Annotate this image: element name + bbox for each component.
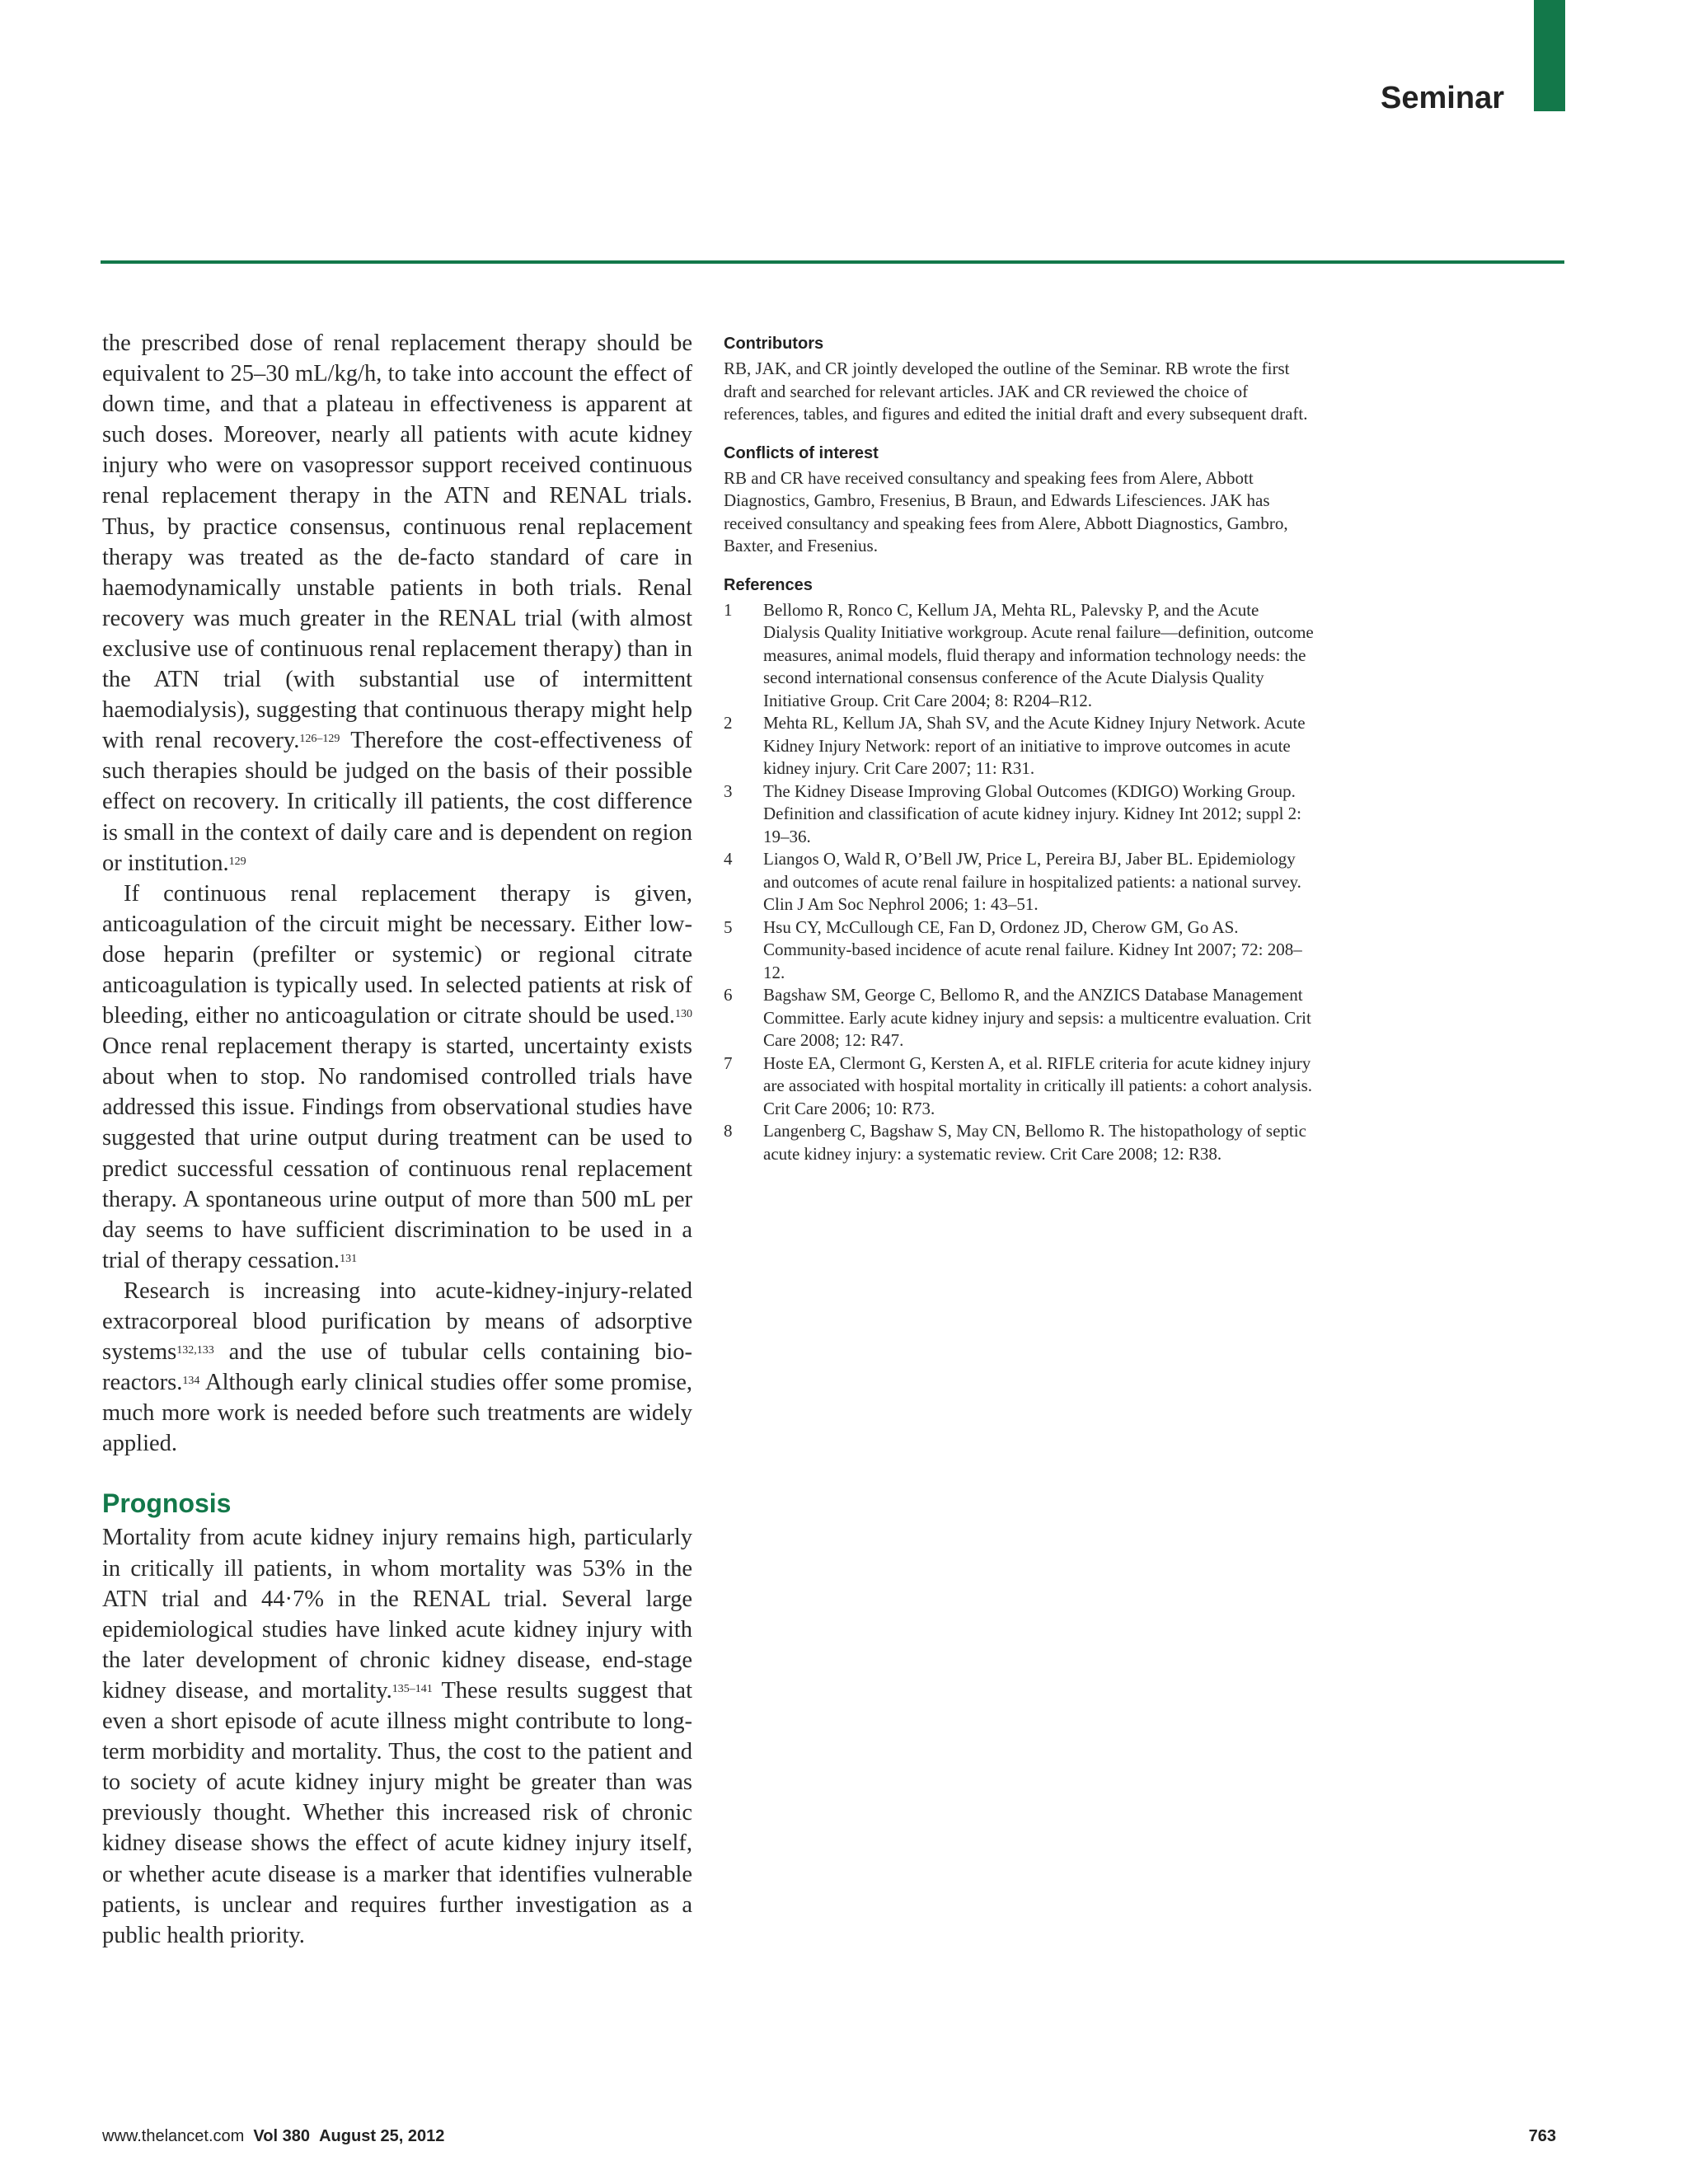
- section-label: Seminar: [1381, 81, 1504, 115]
- reference-number: 4: [724, 849, 733, 869]
- reference-item: [724, 1052, 1317, 1121]
- footer-date: August 25, 2012: [319, 2127, 445, 2145]
- citation: 126–129: [299, 733, 340, 746]
- reference-text: Liangos O, Wald R, O’Bell JW, Price L, Pereira BJ, Jaber BL. Epidemiology and outcomes of acute renal failure in hospitalized patients: a national survey. Clin J Am Soc Nephrol 2006; 1: 43–51.: [763, 849, 1301, 914]
- citation: 132,133: [176, 1344, 214, 1357]
- conflicts-heading: Conflicts of interest: [724, 443, 879, 462]
- body-paragraph-4: Mortality from acute kidney injury remains high, particularly in critically ill patients, in whom mortality was 53% in the ATN trial and 44·7% in the RENAL trial. Several large epidemiological studies have linked acute kidney injury with the later development of chronic kidney disease, end-stage kidney disease, and mortality.$^{135-141}$ These results suggest that even a short episode of acute illness might contribute to long-term morbidity and mortality. Thus, the cost to the patient and to society of acute kidney injury might be greater than was previously thought. Whether this increased risk of chronic kidney disease shows the effect of acute kidney injury itself, or whether acute disease is a marker that identifies vulnerable patients, is unclear and requires further investigation as a public health priority.: [102, 1525, 692, 1948]
- contributors-heading: Contributors: [724, 335, 824, 353]
- reference-text: The Kidney Disease Improving Global Outcomes (KDIGO) Working Group. Definition and classification of acute kidney injury. Kidney Int 2012; suppl 2: 19–36.: [763, 780, 1301, 846]
- reference-list: [724, 599, 1317, 1166]
- contributors-text: RB, JAK, and CR jointly developed the outline of the Seminar. RB wrote the first draft and searched for relevant articles. JAK and CR reviewed the choice of references, tables, and figures and edited the initial draft and every subsequent draft.: [724, 359, 1308, 424]
- reference-item: [724, 780, 1317, 849]
- body-paragraph-3: Research is increasing into acute-kidney-injury-related extracorporeal blood purification by means of adsorptive systems$^{132,133}$ and the use of tubular cells containing bioreactors.$^{134}$ Although early clinical studies offer some promise, much more work is needed before such treatments are widely applied.: [102, 1277, 692, 1457]
- reference-item: [724, 916, 1317, 985]
- citation: 130: [675, 1008, 692, 1021]
- reference-item: [724, 848, 1317, 916]
- reference-number: 3: [724, 780, 733, 801]
- reference-item: [724, 1120, 1317, 1165]
- body-paragraph-2: If continuous renal replacement therapy is given, anticoagulation of the circuit might be necessary. Either low-dose heparin (prefilter or systemic) or regional citrate anticoagulation is typically used. In selected patients at risk of bleeding, either no anticoagulation or citrate should be used.$^{130}$ Once renal replacement therapy is started, uncertainty exists about when to stop. No randomised controlled trials have addressed this issue. Findings from observational studies have suggested that urine output during treatment can be used to predict successful cessation of continuous renal replacement therapy. A spontaneous urine output of more than 500 mL per day seems to have sufficient discrimination to be used in a trial of therapy cessation.$^{131}$: [102, 880, 692, 1273]
- side-column: [724, 333, 1317, 1165]
- reference-text: Mehta RL, Kellum JA, Shah SV, and the Acute Kidney Injury Network. Acute Kidney Injury Network: report of an initiative to improve outcomes in acute kidney injury. Crit Care 2007; 11: R31.: [763, 713, 1306, 778]
- citation: 131: [340, 1252, 358, 1265]
- main-text-column: [102, 328, 692, 1951]
- citation: 134: [182, 1375, 200, 1388]
- reference-number: 5: [724, 916, 733, 937]
- citation: 135–141: [392, 1682, 433, 1695]
- prognosis-heading: Prognosis: [102, 1488, 232, 1519]
- reference-text: Bellomo R, Ronco C, Kellum JA, Mehta RL, Palevsky P, and the Acute Dialysis Quality Initiative workgroup. Acute renal failure—definition, outcome measures, animal models, fluid therapy and information technology needs: the second international consensus conference of the Acute Dialysis Quality Initiative Group. Crit Care 2004; 8: R204–R12.: [763, 599, 1314, 710]
- reference-item: [724, 599, 1317, 713]
- reference-item: [724, 712, 1317, 780]
- reference-text: Hsu CY, McCullough CE, Fan D, Ordonez JD, Cherow GM, Go AS. Community-based incidence of acute renal failure. Kidney Int 2007; 72: 208–12.: [763, 916, 1302, 982]
- citation: 129: [228, 855, 246, 868]
- reference-number: 1: [724, 599, 733, 620]
- reference-number: 8: [724, 1121, 733, 1141]
- reference-number: 2: [724, 713, 733, 733]
- reference-number: 6: [724, 985, 733, 1005]
- body-paragraph-1: the prescribed dose of renal replacement therapy should be equivalent to 25–30 mL/kg/h, to take into account the effect of down time, and that a plateau in effectiveness is apparent at such doses. Moreover, nearly all patients with acute kidney injury who were on vasopressor support received continuous renal replacement therapy in the ATN and RENAL trials. Thus, by practice consensus, continuous renal replacement therapy was treated as the de-facto standard of care in haemodynamically unstable patients in both trials. Renal recovery was much greater in the RENAL trial (with almost exclusive use of continuous renal replacement therapy) than in the ATN trial (with substantial use of intermittent haemodialysis), suggesting that continuous therapy might help with renal recovery.$^{126-129}$ Therefore the cost-effectiveness of such therapies should be judged on the basis of their possible effect on recovery. In critically ill patients, the cost difference is small in the context of daily care and is dependent on region or institution.$^{129}$: [102, 330, 692, 876]
- reference-text: Hoste EA, Clermont G, Kersten A, et al. RIFLE criteria for acute kidney injury are associated with hospital mortality in critically ill patients: a cohort analysis. Crit Care 2006; 10: R73.: [763, 1052, 1312, 1118]
- header-rule: [101, 260, 1564, 264]
- reference-text: Bagshaw SM, George C, Bellomo R, and the ANZICS Database Management Committee. Early acute kidney injury and sepsis: a multicentre evaluation. Crit Care 2008; 12: R47.: [763, 985, 1311, 1050]
- footer-volume: Vol 380: [253, 2127, 310, 2145]
- reference-text: Langenberg C, Bagshaw S, May CN, Bellomo R. The histopathology of septic acute kidney injury: a systematic review. Crit Care 2008; 12: R38.: [763, 1121, 1306, 1164]
- footer-journal-info: [102, 2127, 444, 2146]
- section-color-tab: [1534, 0, 1565, 111]
- references-heading: References: [724, 575, 813, 594]
- reference-number: 7: [724, 1052, 733, 1073]
- page-number: 763: [1528, 2127, 1556, 2145]
- reference-item: [724, 984, 1317, 1052]
- footer-site-link[interactable]: www.thelancet.com: [102, 2127, 245, 2145]
- conflicts-text: RB and CR have received consultancy and speaking fees from Alere, Abbott Diagnostics, Gambro, Fresenius, B Braun, and Edwards Lifesciences. JAK has received consultancy and speaking fees from Alere, Abbott Diagnostics, Gambro, Baxter, and Fresenius.: [724, 467, 1288, 555]
